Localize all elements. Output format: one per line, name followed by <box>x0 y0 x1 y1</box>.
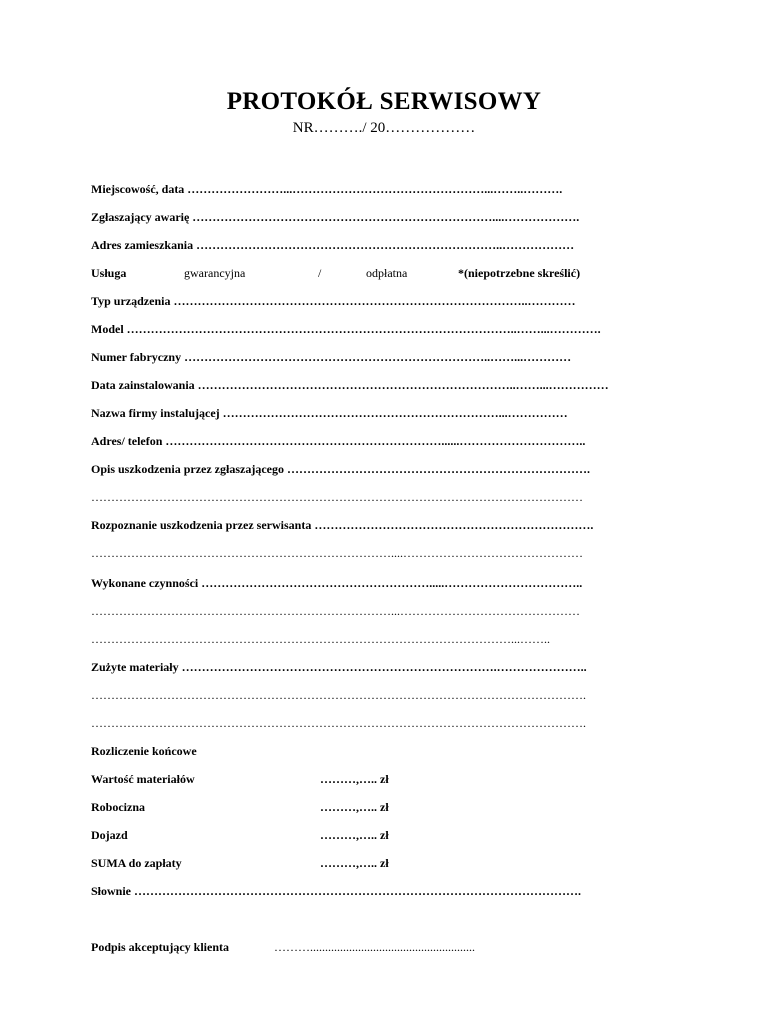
field-materials-used[interactable]: Zużyte materiały …………………………………………………………………….………………….. <box>91 660 587 674</box>
field-technician-diagnosis[interactable]: Rozpoznanie uszkodzenia przez serwisanta ……………………………………………………………. <box>91 518 594 532</box>
service-option-warranty[interactable]: gwarancyjna <box>184 266 246 280</box>
page-title: PROTOKÓŁ SERWISOWY <box>226 88 542 115</box>
field-actions-performed[interactable]: Wykonane czynności ………………………………………………….....…………………………….. <box>91 576 583 590</box>
field-materials-used-continuation[interactable]: ……………………………………………………………………………………………………………. <box>91 716 586 730</box>
field-installer-name[interactable]: Nazwa firmy instalującej ……………………………………………………………...…………… <box>91 406 568 420</box>
field-materials-used-continuation[interactable]: ……………………………………………………………………………………………………………. <box>91 688 586 702</box>
field-location-date[interactable]: Miejscowość, data ……………………...…………………………………………...……..………. <box>91 182 563 196</box>
field-actions-performed-continuation[interactable]: …………………………………………………………………...……………………………………… <box>91 604 580 618</box>
settlement-item-value[interactable]: ………,….. zł <box>320 800 389 814</box>
field-device-type[interactable]: Typ urządzenia ……………………………………………………………………………..………… <box>91 294 576 308</box>
field-model[interactable]: Model ……………………………………………………………………………………..……...…………. <box>91 322 601 336</box>
settlement-item-label: SUMA do zapłaty <box>91 856 182 870</box>
settlement-item-label: Dojazd <box>91 828 128 842</box>
field-install-date[interactable]: Data zainstalowania ……………………………………………………………………..……...…………… <box>91 378 609 392</box>
field-reporter[interactable]: Zgłaszający awarię …………………………………………………………………....………………. <box>91 210 580 224</box>
settlement-item-value[interactable]: ………,….. zł <box>320 856 389 870</box>
settlement-item-label: Robocizna <box>91 800 145 814</box>
field-technician-diagnosis-continuation[interactable]: …………………………………………………………………....……………………………………… <box>91 546 583 560</box>
signature-label: Podpis akceptujący klienta <box>91 940 230 954</box>
service-note: *(niepotrzebne skreślić) <box>458 266 581 280</box>
field-fault-description-continuation[interactable]: …………………………………………………………………………………………………………… <box>91 490 583 504</box>
field-serial-number[interactable]: Numer fabryczny …………………………………………………………………..……...………… <box>91 350 572 364</box>
settlement-item-label: Wartość materiałów <box>91 772 195 786</box>
field-amount-in-words[interactable]: Słownie …………………………………………………………………………………………………. <box>91 884 582 898</box>
settlement-item-value[interactable]: ………,….. zł <box>320 828 389 842</box>
field-address-phone[interactable]: Adres/ telefon ……………………………………………………………......………………………….. <box>91 434 586 448</box>
field-address[interactable]: Adres zamieszkania …………………………………………………………………..……………… <box>91 238 575 252</box>
settlement-item-value[interactable]: ………,….. zł <box>320 772 389 786</box>
settlement-heading: Rozliczenie końcowe <box>91 744 197 758</box>
service-label: Usługa <box>91 266 127 280</box>
field-fault-description[interactable]: Opis uszkodzenia przez zgłaszającego …………………………………………………………………. <box>91 462 590 476</box>
protocol-number: NR………./ 20……………… <box>292 120 476 136</box>
service-separator: / <box>318 266 322 280</box>
service-option-paid[interactable]: odpłatna <box>366 266 408 280</box>
field-actions-performed-continuation[interactable]: ……………………………………………………………………………………………...…….. <box>91 632 550 646</box>
signature-line[interactable]: ………....................................................... <box>274 940 475 954</box>
